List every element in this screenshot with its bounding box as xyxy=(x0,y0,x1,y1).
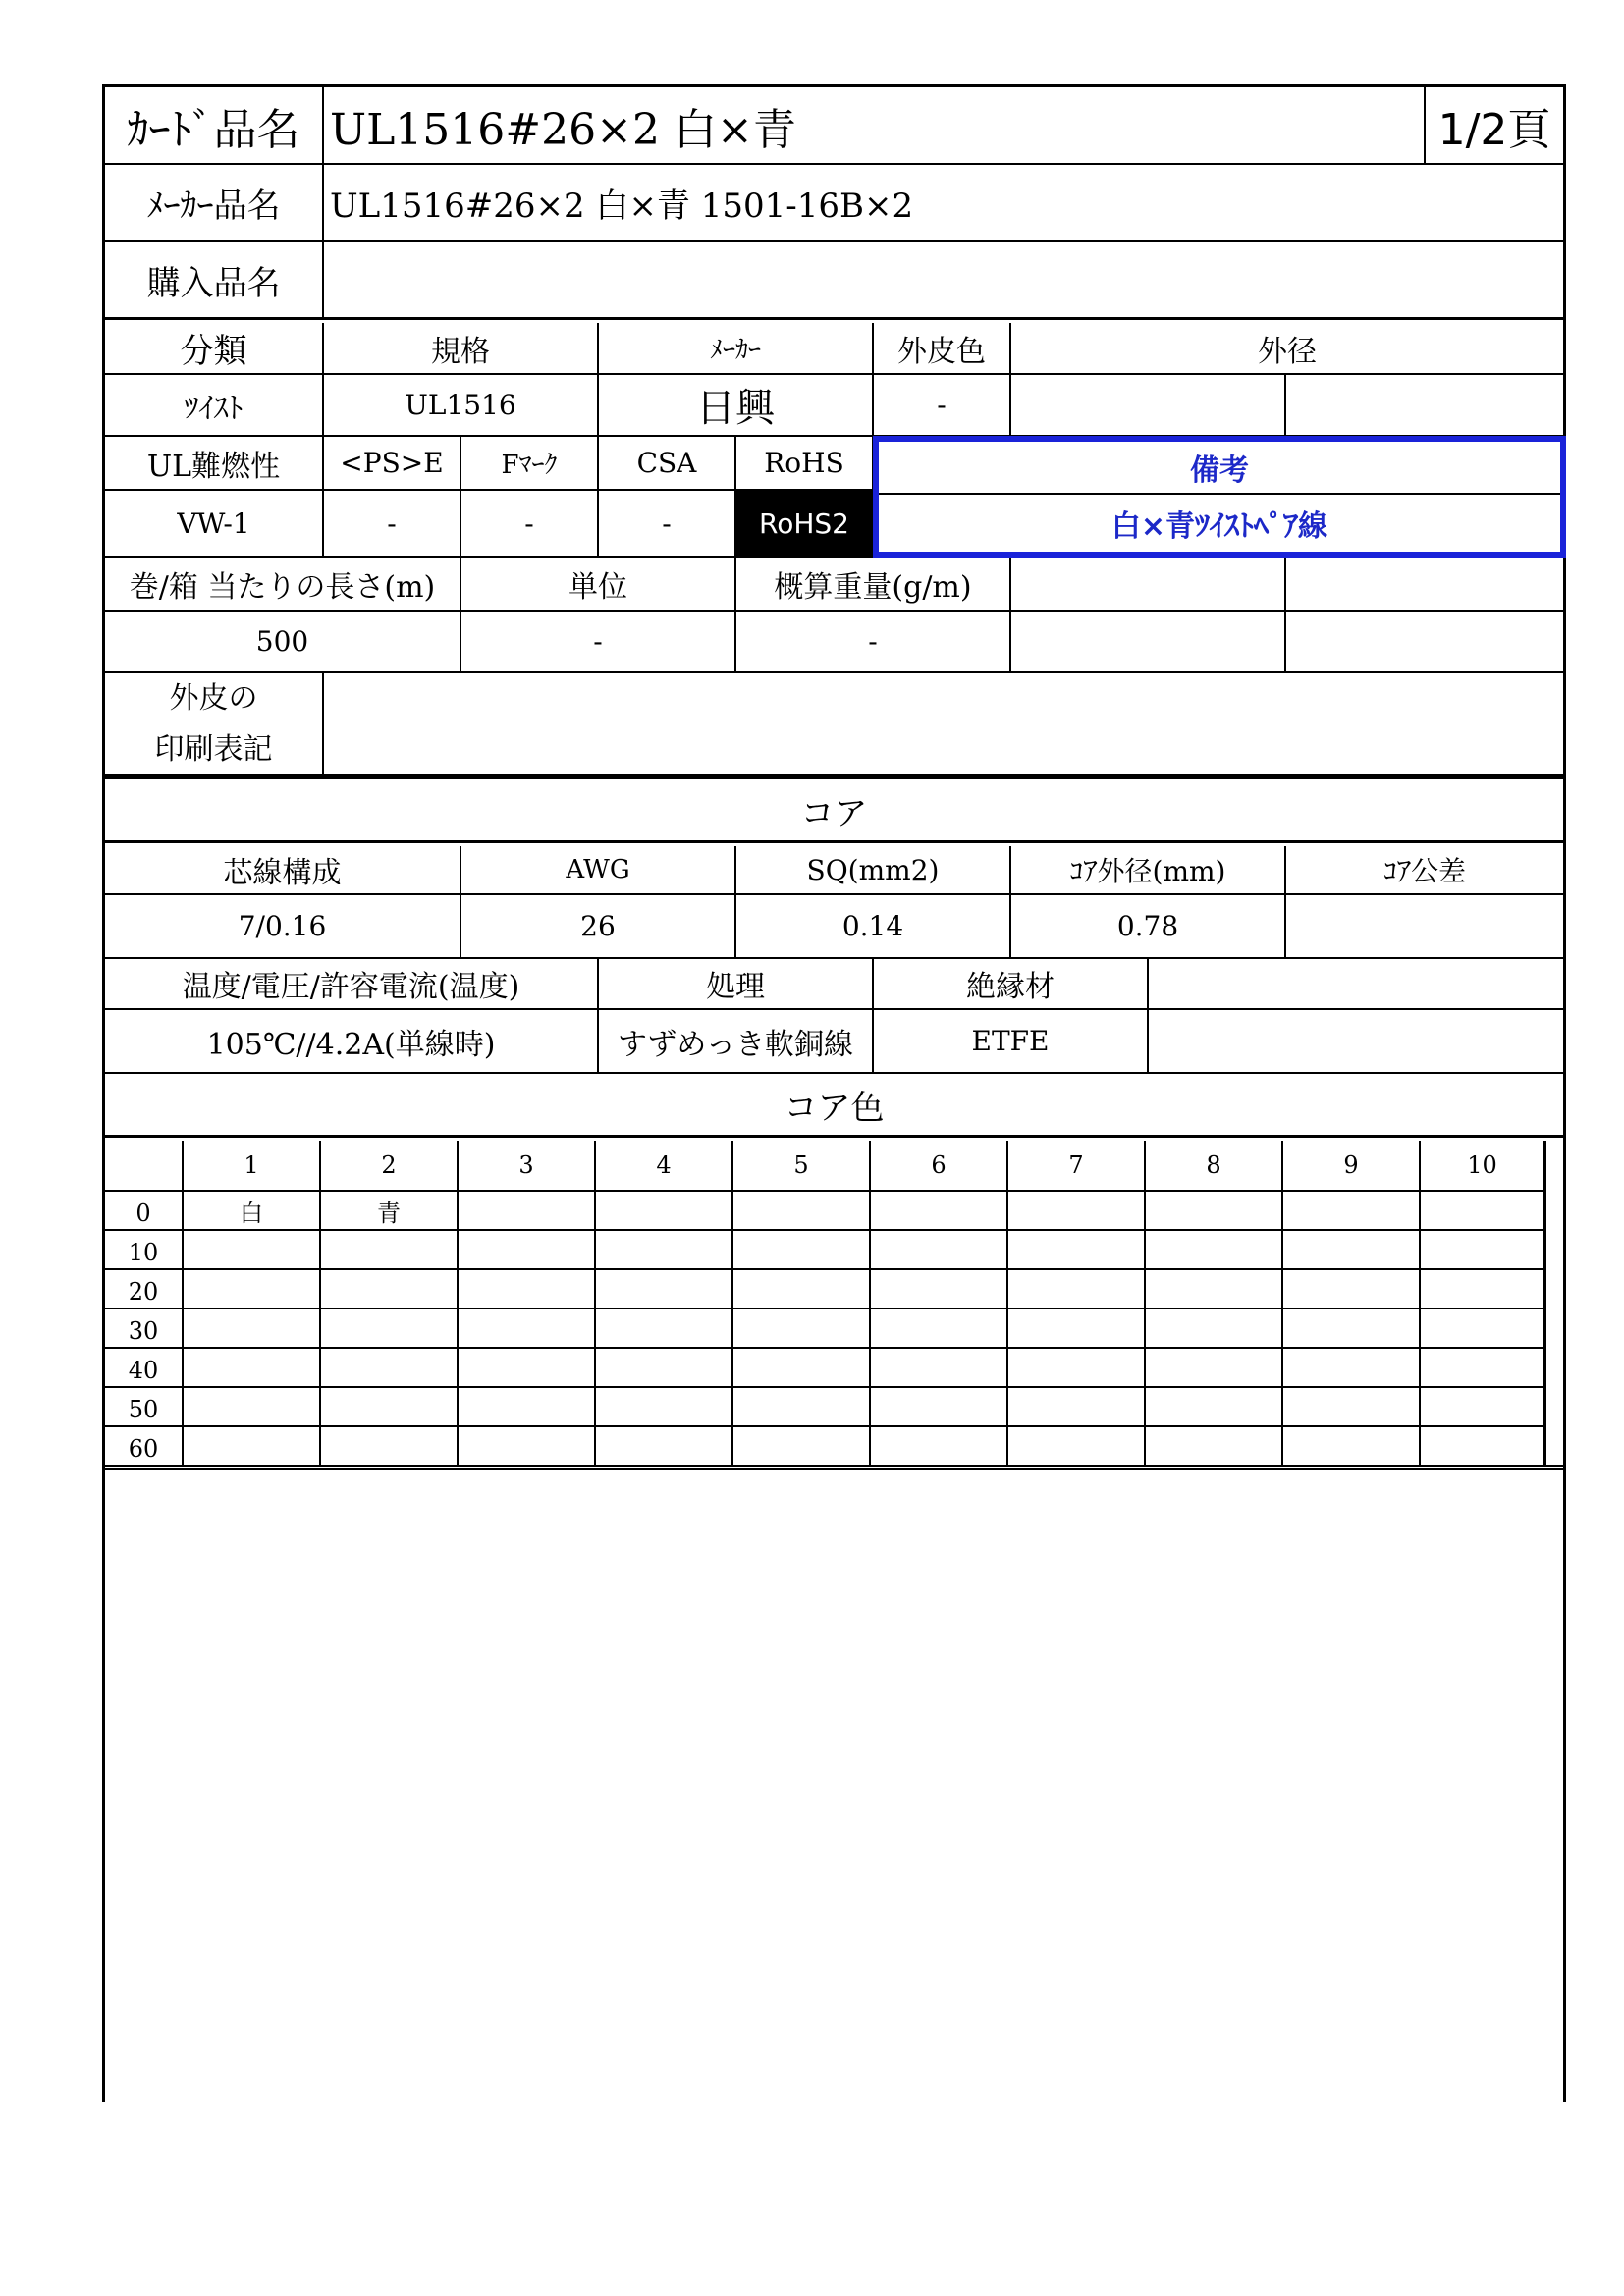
core-color-cell xyxy=(459,1270,596,1309)
spec-value-maker: 日興 xyxy=(599,375,874,437)
print-marking-value xyxy=(324,673,1566,776)
core-color-column-header: 6 xyxy=(871,1141,1008,1192)
core-color-cell xyxy=(1146,1427,1283,1467)
length-value-empty-b xyxy=(1286,612,1566,673)
purchase-name-value xyxy=(324,242,1566,320)
card-name-value: UL1516#26×2 白×青 xyxy=(324,87,1426,165)
core-value-core-od: 0.78 xyxy=(1011,895,1286,959)
core-color-cell xyxy=(596,1270,733,1309)
rating-value-empty xyxy=(1149,1010,1566,1074)
core-color-cell xyxy=(733,1231,871,1270)
rating-value-insulation: ETFE xyxy=(874,1010,1149,1074)
core-color-row xyxy=(102,1192,1546,1231)
flame-value-rohs: RoHS2 xyxy=(736,491,874,558)
core-color-title-row xyxy=(102,1074,1566,1138)
core-color-row xyxy=(102,1231,1546,1270)
print-marking-label-line2: 印刷表記 xyxy=(154,731,273,767)
core-color-column-header: 2 xyxy=(321,1141,459,1192)
core-color-cell xyxy=(1421,1427,1546,1467)
core-color-cell xyxy=(321,1270,459,1309)
core-label-awg: AWG xyxy=(461,846,736,895)
length-label-empty-a xyxy=(1011,558,1286,612)
core-color-cell xyxy=(1008,1388,1146,1427)
core-color-cell xyxy=(1283,1231,1421,1270)
spec-label-outer-diameter: 外径 xyxy=(1011,323,1566,375)
core-color-section-title: コア色 xyxy=(102,1074,1566,1138)
core-color-cell xyxy=(733,1192,871,1231)
core-color-row-label: 60 xyxy=(102,1427,184,1467)
print-marking-label-line1: 外皮の xyxy=(169,680,258,716)
core-color-cell xyxy=(184,1349,321,1388)
core-color-cell xyxy=(459,1231,596,1270)
rating-value-row xyxy=(102,1010,1566,1074)
core-color-cell xyxy=(184,1270,321,1309)
length-value-unit: - xyxy=(461,612,736,673)
spec-value-category: ﾂｲｽﾄ xyxy=(102,375,324,437)
core-color-cell xyxy=(871,1427,1008,1467)
core-color-cell: 白 xyxy=(184,1192,321,1231)
core-color-row xyxy=(102,1349,1546,1388)
core-color-cell xyxy=(321,1349,459,1388)
rating-label-row xyxy=(102,959,1566,1010)
flame-label-pse: <PS>E xyxy=(324,437,461,491)
core-color-cell xyxy=(1008,1309,1146,1349)
length-value-per-reel: 500 xyxy=(102,612,461,673)
spec-value-outer-diameter-a xyxy=(1011,375,1286,437)
core-color-cell xyxy=(1283,1388,1421,1427)
spec-label-row xyxy=(102,323,1566,375)
core-color-cell xyxy=(1283,1192,1421,1231)
core-color-row xyxy=(102,1270,1546,1309)
flame-value-pse: - xyxy=(324,491,461,558)
section-divider-bottom xyxy=(102,1465,1566,1470)
length-label-row xyxy=(102,558,1566,612)
core-color-column-header: 3 xyxy=(459,1141,596,1192)
print-marking-row xyxy=(102,673,1566,776)
core-label-tolerance: ｺｱ公差 xyxy=(1286,846,1566,895)
rating-label-treatment: 処理 xyxy=(599,959,874,1010)
core-color-column-header: 9 xyxy=(1283,1141,1421,1192)
flame-value-csa: - xyxy=(599,491,736,558)
card-name-row xyxy=(102,87,1566,165)
length-value-weight: - xyxy=(736,612,1011,673)
core-value-strand: 7/0.16 xyxy=(102,895,461,959)
core-color-cell xyxy=(733,1388,871,1427)
core-color-cell xyxy=(871,1349,1008,1388)
core-color-corner-cell xyxy=(102,1141,184,1192)
core-color-cell xyxy=(1146,1349,1283,1388)
remarks-box xyxy=(873,436,1566,558)
core-color-column-header: 4 xyxy=(596,1141,733,1192)
core-color-cell xyxy=(871,1231,1008,1270)
core-label-core-od: ｺｱ外径(mm) xyxy=(1011,846,1286,895)
flame-label-ul: UL難燃性 xyxy=(102,437,324,491)
maker-name-row xyxy=(102,165,1566,242)
spec-value-jacket-color: - xyxy=(874,375,1011,437)
core-color-row xyxy=(102,1388,1546,1427)
rating-label-empty xyxy=(1149,959,1566,1010)
core-color-cell xyxy=(1283,1270,1421,1309)
core-color-cell xyxy=(1146,1192,1283,1231)
core-color-cell xyxy=(321,1427,459,1467)
core-color-cell xyxy=(1283,1427,1421,1467)
spec-label-jacket-color: 外皮色 xyxy=(874,323,1011,375)
rating-label-temp-voltage: 温度/電圧/許容電流(温度) xyxy=(102,959,599,1010)
purchase-name-label: 購入品名 xyxy=(102,242,324,320)
length-label-per-reel: 巻/箱 当たりの長さ(m) xyxy=(102,558,461,612)
core-color-cell xyxy=(1008,1192,1146,1231)
core-color-cell xyxy=(596,1309,733,1349)
core-value-sq: 0.14 xyxy=(736,895,1011,959)
flame-label-row xyxy=(102,437,874,491)
core-color-cell xyxy=(596,1388,733,1427)
core-color-cell xyxy=(1421,1309,1546,1349)
core-color-cell xyxy=(459,1192,596,1231)
core-color-cell xyxy=(871,1192,1008,1231)
length-label-empty-b xyxy=(1286,558,1566,612)
core-color-cell: 青 xyxy=(321,1192,459,1231)
core-color-cell xyxy=(596,1349,733,1388)
core-color-row-label: 30 xyxy=(102,1309,184,1349)
core-color-cell xyxy=(459,1309,596,1349)
core-color-cell xyxy=(1421,1388,1546,1427)
flame-value-row xyxy=(102,491,874,558)
core-color-cell xyxy=(596,1192,733,1231)
page-indicator: 1/2頁 xyxy=(1426,87,1566,165)
core-color-row xyxy=(102,1427,1546,1467)
core-color-cell xyxy=(1421,1349,1546,1388)
core-label-strand: 芯線構成 xyxy=(102,846,461,895)
purchase-name-row xyxy=(102,242,1566,320)
core-color-cell xyxy=(871,1388,1008,1427)
core-color-cell xyxy=(1146,1388,1283,1427)
core-color-cell xyxy=(1146,1270,1283,1309)
core-color-cell xyxy=(871,1309,1008,1349)
core-color-cell xyxy=(733,1427,871,1467)
core-color-header-row xyxy=(102,1141,1546,1192)
core-color-cell xyxy=(321,1231,459,1270)
flame-value-ul: VW-1 xyxy=(102,491,324,558)
rating-label-insulation: 絶縁材 xyxy=(874,959,1149,1010)
length-label-unit: 単位 xyxy=(461,558,736,612)
flame-label-fmark: Fﾏｰｸ xyxy=(461,437,599,491)
core-color-row-label: 0 xyxy=(102,1192,184,1231)
core-color-cell xyxy=(1008,1427,1146,1467)
core-label-sq: SQ(mm2) xyxy=(736,846,1011,895)
core-color-cell xyxy=(1421,1192,1546,1231)
core-color-cell xyxy=(1283,1349,1421,1388)
core-color-cell xyxy=(1008,1349,1146,1388)
core-color-cell xyxy=(1421,1231,1546,1270)
core-color-cell xyxy=(459,1388,596,1427)
length-value-row xyxy=(102,612,1566,673)
spec-value-standard: UL1516 xyxy=(324,375,599,437)
spec-label-category: 分類 xyxy=(102,323,324,375)
core-color-column-header: 5 xyxy=(733,1141,871,1192)
core-color-row-label: 20 xyxy=(102,1270,184,1309)
remarks-value: 白×青ﾂｲｽﾄﾍﾟｱ線 xyxy=(1110,509,1328,544)
core-color-cell xyxy=(733,1270,871,1309)
core-color-cell xyxy=(459,1427,596,1467)
core-color-cell xyxy=(1421,1270,1546,1309)
spec-label-maker: ﾒｰｶｰ xyxy=(599,323,874,375)
maker-name-value: UL1516#26×2 白×青 1501-16B×2 xyxy=(324,165,1566,242)
core-color-column-header: 8 xyxy=(1146,1141,1283,1192)
core-color-cell xyxy=(1283,1309,1421,1349)
core-color-row xyxy=(102,1309,1546,1349)
core-color-cell xyxy=(321,1388,459,1427)
core-color-cell xyxy=(733,1349,871,1388)
length-value-empty-a xyxy=(1011,612,1286,673)
maker-name-label: ﾒｰｶｰ品名 xyxy=(102,165,324,242)
core-color-column-header: 7 xyxy=(1008,1141,1146,1192)
core-color-cell xyxy=(459,1349,596,1388)
length-label-weight: 概算重量(g/m) xyxy=(736,558,1011,612)
core-title-row xyxy=(102,779,1566,843)
core-color-cell xyxy=(733,1309,871,1349)
core-label-row xyxy=(102,846,1566,895)
rating-value-temp-voltage: 105℃//4.2A(単線時) xyxy=(102,1010,599,1074)
core-value-tolerance xyxy=(1286,895,1566,959)
core-color-row-label: 50 xyxy=(102,1388,184,1427)
core-value-row xyxy=(102,895,1566,959)
core-color-cell xyxy=(1146,1231,1283,1270)
flame-label-rohs: RoHS xyxy=(736,437,874,491)
core-color-cell xyxy=(596,1231,733,1270)
flame-value-fmark: - xyxy=(461,491,599,558)
card-name-label: ｶｰﾄﾞ品名 xyxy=(102,87,324,165)
core-color-cell xyxy=(321,1309,459,1349)
core-color-cell xyxy=(184,1388,321,1427)
core-color-cell xyxy=(1008,1231,1146,1270)
spec-value-row xyxy=(102,375,1566,437)
spec-label-standard: 規格 xyxy=(324,323,599,375)
core-color-row-label: 10 xyxy=(102,1231,184,1270)
rating-value-treatment: すずめっき軟銅線 xyxy=(599,1010,874,1074)
core-section-title: コア xyxy=(102,779,1566,843)
flame-label-csa: CSA xyxy=(599,437,736,491)
core-color-column-header: 10 xyxy=(1421,1141,1546,1192)
remarks-label: 備考 xyxy=(879,442,1560,495)
spec-value-outer-diameter-b xyxy=(1286,375,1566,437)
core-value-awg: 26 xyxy=(461,895,736,959)
core-color-column-header: 1 xyxy=(184,1141,321,1192)
core-color-cell xyxy=(871,1270,1008,1309)
print-marking-label xyxy=(102,673,324,776)
core-color-cell xyxy=(184,1231,321,1270)
core-color-cell xyxy=(1008,1270,1146,1309)
core-color-cell xyxy=(184,1309,321,1349)
core-color-cell xyxy=(184,1427,321,1467)
core-color-cell xyxy=(1146,1309,1283,1349)
core-color-row-label: 40 xyxy=(102,1349,184,1388)
core-color-cell xyxy=(596,1427,733,1467)
